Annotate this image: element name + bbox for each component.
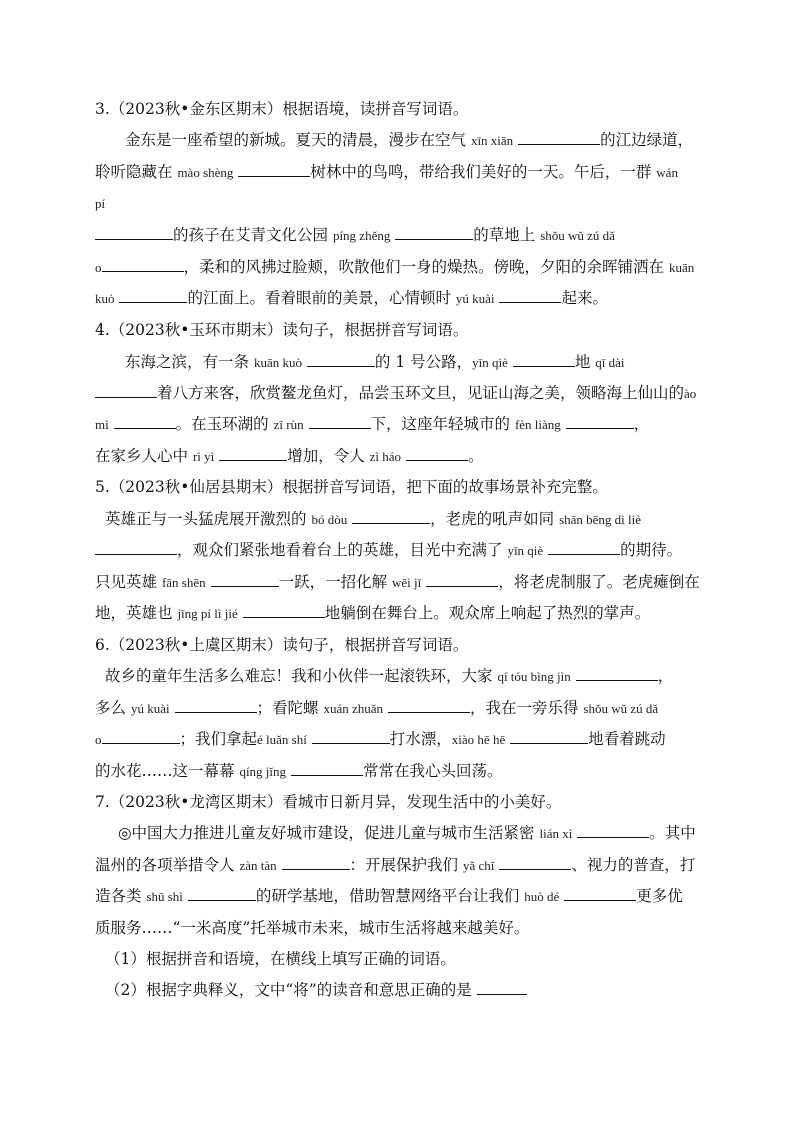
q3-line-3: pí: [95, 196, 106, 211]
q6-line-3: o ；我们拿起é luǎn shí 打水漂，xiào hē hē 地看着跳动: [95, 730, 666, 748]
q5-line-1: 英雄正与一头猛虎展开激烈的 bó dòu ，老虎的吼声如同 shān bēng dì liè: [105, 510, 642, 528]
answer-blank[interactable]: [102, 729, 180, 744]
q7-sub-question-1: （1）根据拼音和语境，在横线上填写正确的词语。: [105, 950, 456, 968]
q3-line-6: kuò 的江面上。看着眼前的美景，心情顿时 yú kuài 起来。: [95, 289, 608, 307]
answer-blank[interactable]: [566, 414, 634, 429]
answer-blank[interactable]: [282, 855, 350, 870]
q6-line-4: 的水花……这一幕幕 qíng jǐng 常常在我心头回荡。: [95, 762, 503, 780]
q5-line-2: ，观众们紧张地看着台上的英雄，目光中充满了 yīn qiè 的期待。: [95, 540, 682, 561]
answer-blank[interactable]: [395, 225, 473, 240]
answer-blank[interactable]: [388, 698, 470, 713]
answer-blank[interactable]: [499, 855, 571, 870]
answer-blank[interactable]: [119, 288, 187, 303]
q7-sub-question-2: （2）根据字典释义，文中“将”的读音和意思正确的是: [105, 980, 527, 1000]
answer-blank[interactable]: [95, 540, 177, 555]
q5-title: 5.（2023秋•仙居县期末）根据拼音写词语，把下面的故事场景补充完整。: [95, 478, 608, 496]
answer-blank[interactable]: [95, 383, 157, 398]
answer-blank[interactable]: [188, 886, 256, 901]
answer-blank[interactable]: [309, 414, 371, 429]
answer-blank[interactable]: [564, 886, 636, 901]
answer-blank[interactable]: [477, 980, 527, 995]
answer-blank[interactable]: [175, 698, 257, 713]
q3-line-1: 金东是一座希望的新城。夏天的清晨，漫步在空气 xīn xiān 的江边绿道，: [125, 131, 694, 149]
answer-blank[interactable]: [577, 823, 649, 838]
answer-blank[interactable]: [95, 225, 173, 240]
q6-title: 6.（2023秋•上虞区期末）读句子，根据拼音写词语。: [95, 636, 469, 654]
answer-blank[interactable]: [426, 572, 498, 587]
answer-blank[interactable]: [576, 666, 658, 681]
answer-blank[interactable]: [513, 352, 575, 367]
answer-blank[interactable]: [291, 761, 363, 776]
q3-line-5: o ，柔和的风拂过脸颊，吹散他们一身的燥热。傍晚，夕阳的余晖铺洒在 kuān: [95, 258, 695, 276]
answer-blank[interactable]: [548, 540, 620, 555]
answer-blank[interactable]: [352, 509, 430, 524]
q7-line-4: 质服务……“一米高度”托举城市未来，城市生活将越来越美好。: [95, 919, 530, 937]
q7-title: 7.（2023秋•龙湾区期末）看城市日新月异，发现生活中的小美好。: [95, 793, 562, 811]
answer-blank[interactable]: [238, 162, 310, 177]
answer-blank[interactable]: [114, 414, 176, 429]
q7-line-3: 造各类 shū shì 的研学基地，借助智慧网络平台让我们 huò dé 更多优: [95, 887, 683, 905]
answer-blank[interactable]: [406, 446, 468, 461]
q4-title: 4.（2023秋•玉环市期末）读句子，根据拼音写词语。: [95, 321, 469, 339]
q3-line-4: 的孩子在艾青文化公园 píng zhěng 的草地上 shǒu wǔ zú dǎ: [95, 225, 615, 246]
q6-line-2: 多么 yú kuài ；看陀螺 xuán zhuǎn ，我在一旁乐得 shǒu wǔ zú dǎ: [95, 699, 659, 717]
q4-line-4: 在家乡人心中 rì yì 增加，令人 zì háo 。: [95, 447, 484, 465]
q7-line-1: ◎中国大力推进儿童友好城市建设，促进儿童与城市生活紧密 lián xì 。其中: [118, 824, 696, 842]
answer-blank[interactable]: [211, 572, 279, 587]
q6-line-1: 故乡的童年生活多么难忘！我和小伙伴一起滚铁环，大家 qí tóu bìng jìn ，: [105, 667, 674, 685]
answer-blank[interactable]: [518, 130, 600, 145]
answer-blank[interactable]: [312, 729, 390, 744]
answer-blank[interactable]: [510, 729, 588, 744]
answer-blank[interactable]: [102, 257, 184, 272]
q5-line-4: 地，英雄也 jīng pí lì jié 地躺倒在舞台上。观众席上响起了热烈的掌声。: [95, 604, 651, 622]
answer-blank[interactable]: [499, 288, 561, 303]
q3-line-2: 聆听隐藏在 mào shèng 树林中的鸟鸣，带给我们美好的一天。午后，一群 wán: [95, 163, 678, 181]
q4-line-2: 着八方来客，欣赏鳌龙鱼灯，品尝玉环文旦，见证山海之美，领略海上仙山的ào: [95, 383, 696, 404]
answer-blank[interactable]: [219, 446, 287, 461]
q3-title: 3.（2023秋•金东区期末）根据语境，读拼音写词语。: [95, 100, 469, 118]
answer-blank[interactable]: [307, 352, 375, 367]
q4-line-1: 东海之滨，有一条 kuān kuò 的 1 号公路，yīn qiè 地 qī dài: [125, 353, 625, 371]
q5-line-3: 只见英雄 fān shēn 一跃，一招化解 wēi jī ，将老虎制服了。老虎瘫倒在: [95, 573, 700, 591]
answer-blank[interactable]: [243, 603, 325, 618]
q7-line-2: 温州的各项举措令人 zàn tàn ：开展保护我们 yǎ chǐ 、视力的普查，打: [95, 856, 696, 874]
q4-line-3: mì 。在玉环湖的 zī rùn 下，这座年轻城市的 fèn liàng ，: [95, 415, 650, 433]
